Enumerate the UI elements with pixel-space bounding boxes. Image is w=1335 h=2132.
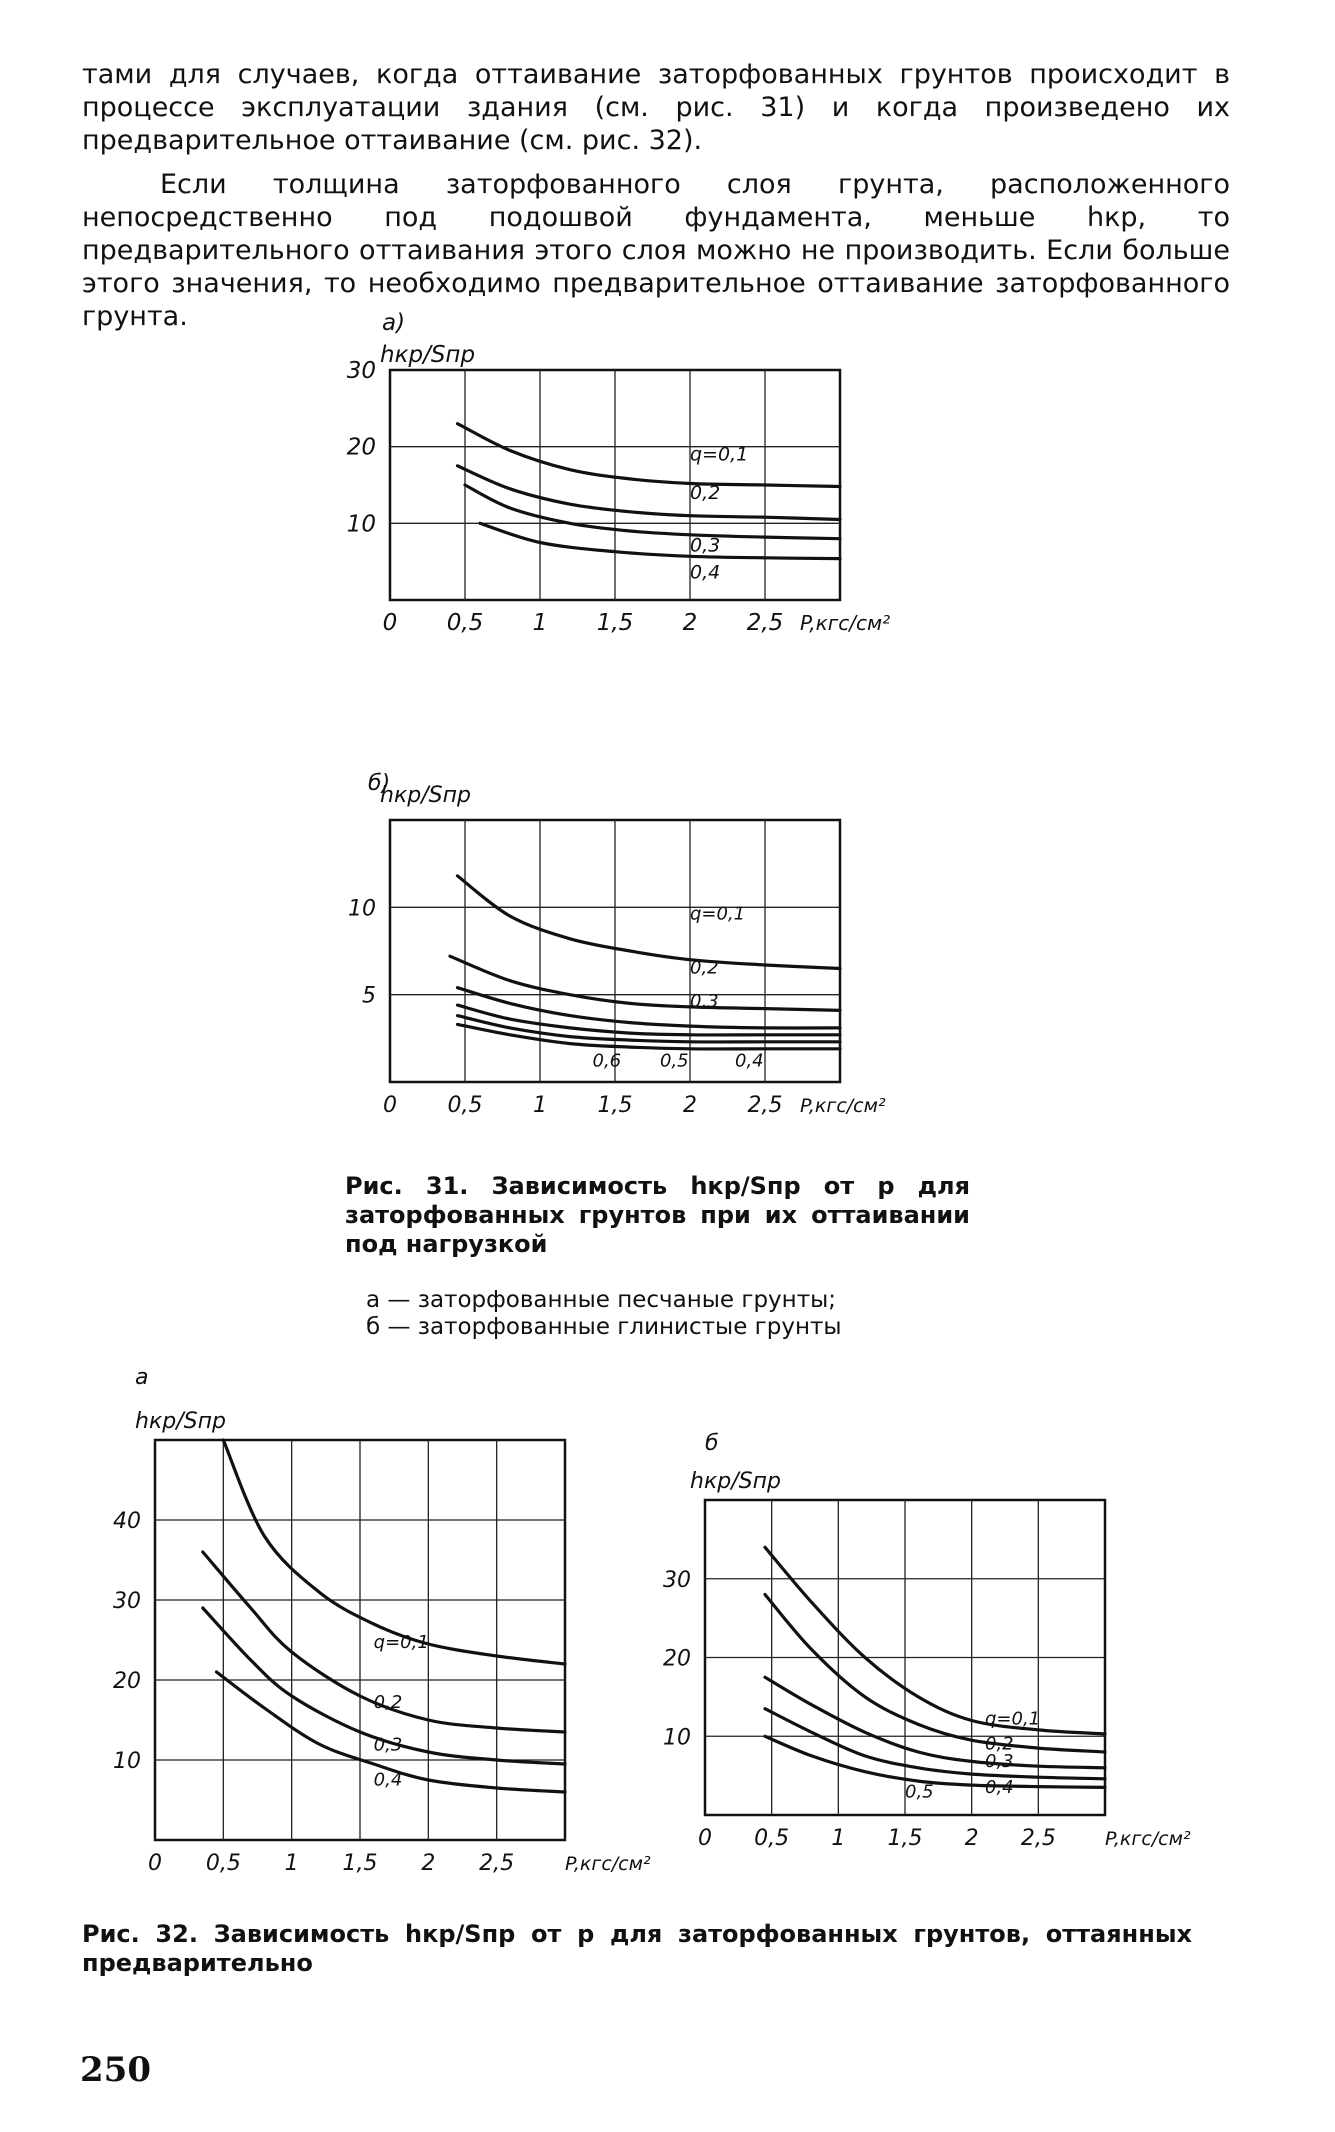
fig31b-series-label-2: 0,3 xyxy=(690,990,719,1012)
fig32b-xtick-label-0: 0 xyxy=(698,1826,712,1851)
fig31a-panel-label: а) xyxy=(382,310,406,336)
fig31a-xlabel: P,кгс/см² xyxy=(800,611,891,635)
fig31a-xtick-label-5: 2,5 xyxy=(746,610,784,636)
fig31b-ylabel: hкр/Sпр xyxy=(380,783,471,808)
fig32b-ylabel: hкр/Sпр xyxy=(690,1469,781,1494)
fig31a-series-label-3: 0,4 xyxy=(690,561,721,584)
fig31a-series-1 xyxy=(458,466,841,520)
fig31a-xtick-label-4: 2 xyxy=(682,610,698,636)
fig31b-xtick-label-2: 1 xyxy=(533,1093,547,1118)
fig31b-series-label-1: 0,2 xyxy=(690,957,719,979)
fig31a-series-3 xyxy=(480,523,840,558)
fig32b-xtick-label-2: 1 xyxy=(831,1826,846,1851)
fig32b-xtick-label-5: 2,5 xyxy=(1020,1826,1056,1851)
fig32a-xlabel: P,кгс/см² xyxy=(565,1853,651,1875)
fig31a-xtick-label-1: 0,5 xyxy=(446,610,484,636)
chart-fig32b xyxy=(650,1431,1210,1875)
fig32a-series-label-0: q=0,1 xyxy=(373,1632,429,1653)
fig31b-xtick-label-5: 2,5 xyxy=(747,1093,783,1118)
fig31b-panel-label: б) xyxy=(368,771,391,796)
fig32b-ytick-label-1: 20 xyxy=(663,1646,691,1672)
fig32b-xtick-label-4: 2 xyxy=(964,1826,979,1851)
fig32-caption: Рис. 32. Зависимость hкр/Sпр от p для заторфованных грунтов, оттаянных предварительно xyxy=(82,1920,1192,1977)
fig31b-series-0 xyxy=(458,876,841,969)
fig32b-series-label-2: 0,3 xyxy=(985,1750,1014,1772)
fig32b-series-label-4: 0,5 xyxy=(905,1781,934,1803)
fig32a-xtick-label-4: 2 xyxy=(421,1851,436,1876)
fig32b-ytick-label-0: 10 xyxy=(663,1725,691,1751)
fig31b-xtick-label-0: 0 xyxy=(383,1093,397,1118)
fig32b-series-label-3: 0,4 xyxy=(985,1776,1014,1798)
fig31a-ylabel: hкр/Sпр xyxy=(380,342,476,368)
fig32a-ytick-label-3: 40 xyxy=(113,1509,141,1534)
fig32b-series-4 xyxy=(765,1733,1105,1787)
fig31a-xtick-label-0: 0 xyxy=(382,610,398,636)
fig32b-series-1 xyxy=(765,1595,1105,1753)
fig32b-plot xyxy=(663,1431,1191,1851)
fig32a-xtick-label-2: 1 xyxy=(284,1851,299,1876)
fig31a-ytick-label-2: 30 xyxy=(346,358,376,384)
fig32a-ytick-label-1: 20 xyxy=(113,1669,141,1694)
fig31b-xtick-label-1: 0,5 xyxy=(447,1093,483,1118)
fig32b-ytick-label-2: 30 xyxy=(663,1567,691,1593)
fig32a-panel-label: а xyxy=(135,1365,149,1390)
fig31a-ytick-label-0: 10 xyxy=(346,511,376,538)
fig31a-plot xyxy=(347,310,890,636)
fig31b-xtick-label-4: 2 xyxy=(683,1093,697,1118)
fig31b-xtick-label-3: 1,5 xyxy=(597,1093,633,1118)
fig31a-series-0 xyxy=(458,424,841,487)
paragraph-2: Если толщина заторфованного слоя грунта, расположенного непосредственно под подошвой фундамента, меньше hкр, то предварительного оттаивания этого слоя можно не производить. Если больше этого значения, то необходимо предварительное оттаивание заторфованного грунта. xyxy=(82,169,1230,332)
fig31-caption: Рис. 31. Зависимость hкр/Sпр от p для заторфованных грунтов при их оттаивании под нагрузкой xyxy=(345,1172,970,1258)
fig32b-xtick-label-3: 1,5 xyxy=(887,1826,923,1851)
fig32a-xtick-label-5: 2,5 xyxy=(479,1851,515,1876)
fig32b-series-label-0: q=0,1 xyxy=(985,1708,1041,1730)
fig31b-series-label-3: 0,4 xyxy=(735,1050,764,1072)
chart-fig31a xyxy=(346,310,960,790)
fig32b-series-2 xyxy=(765,1677,1105,1768)
fig32a-xtick-label-0: 0 xyxy=(148,1851,162,1876)
fig31a-ytick-label-1: 20 xyxy=(346,434,376,461)
fig32a-ylabel: hкр/Sпр xyxy=(135,1409,226,1434)
fig31-legend-a: а — заторфованные песчаные грунты; xyxy=(366,1287,837,1313)
fig31a-series-label-2: 0,3 xyxy=(690,534,721,557)
fig32a-series-label-2: 0,3 xyxy=(373,1734,403,1756)
fig32b-xlabel: P,кгс/см² xyxy=(1105,1828,1191,1850)
fig32a-series-label-3: 0,4 xyxy=(373,1769,403,1791)
paragraph-1: тами для случаев, когда оттаивание заторфованных грунтов происходит в процессе эксплуатации здания (см. рис. 31) и когда произведено их предварительное оттаивание (см. рис. 32). xyxy=(82,59,1230,156)
fig32b-xtick-label-1: 0,5 xyxy=(754,1826,790,1851)
fig31a-series-label-1: 0,2 xyxy=(690,481,721,504)
page-number: 250 xyxy=(80,2050,151,2090)
fig32a-plot xyxy=(113,1365,651,1876)
fig31a-xtick-label-2: 1 xyxy=(532,610,548,636)
fig31b-series-label-0: q=0,1 xyxy=(690,903,746,925)
fig32a-series-label-1: 0,2 xyxy=(373,1692,403,1713)
fig32a-series-0 xyxy=(223,1440,565,1664)
fig32a-xtick-label-3: 1,5 xyxy=(342,1851,378,1876)
fig31-legend-b: б — заторфованные глинистые грунты xyxy=(366,1314,842,1340)
fig31b-plot xyxy=(348,771,886,1118)
fig31b-ytick-label-1: 10 xyxy=(348,896,376,922)
fig32b-panel-label: б xyxy=(705,1431,719,1456)
fig31a-series-label-0: q=0,1 xyxy=(690,443,749,466)
fig31b-series-label-5: 0,6 xyxy=(592,1050,622,1072)
chart-fig32a xyxy=(105,1365,665,1876)
fig32a-xtick-label-1: 0,5 xyxy=(205,1851,241,1876)
fig32a-ytick-label-2: 30 xyxy=(113,1589,141,1614)
fig32a-ytick-label-0: 10 xyxy=(113,1749,141,1774)
fig31b-xlabel: P,кгс/см² xyxy=(800,1095,886,1117)
fig31b-ytick-label-0: 5 xyxy=(362,983,376,1009)
chart-fig31b xyxy=(348,765,960,1145)
fig32b-series-label-1: 0,2 xyxy=(985,1733,1014,1755)
fig31b-series-label-4: 0,5 xyxy=(660,1050,689,1072)
fig31a-xtick-label-3: 1,5 xyxy=(596,610,634,636)
